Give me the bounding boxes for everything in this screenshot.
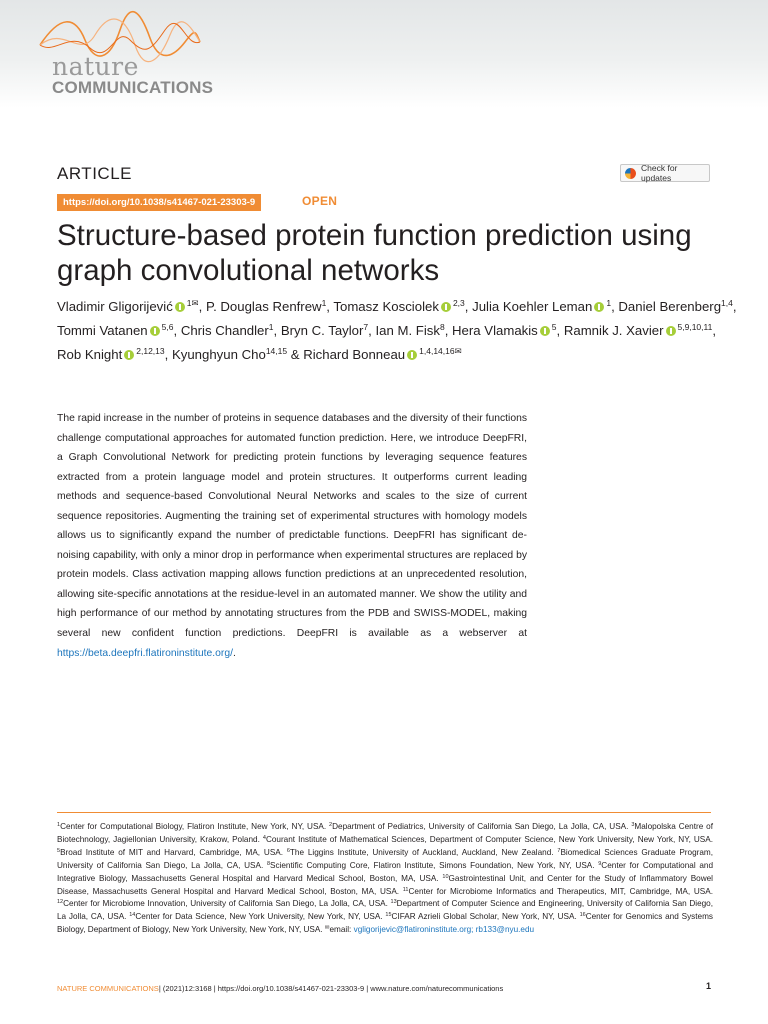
footer-journal-name: NATURE COMMUNICATIONS — [57, 983, 159, 993]
author-name[interactable]: Chris Chandler — [180, 323, 269, 338]
abstract-end: . — [232, 647, 236, 659]
author-name[interactable]: Ramnik J. Xavier — [563, 323, 664, 338]
journal-logo[interactable] — [0, 0, 768, 108]
author-affiliation-marker: 1 — [321, 298, 327, 308]
author-name[interactable]: Daniel Berenberg — [618, 299, 722, 314]
abstract — [57, 409, 527, 663]
author-entry — [181, 323, 274, 338]
author-affiliation-marker: 5,6 — [161, 322, 174, 332]
check-for-updates-button[interactable] — [620, 164, 710, 182]
author-entry — [452, 323, 556, 338]
affiliation-text: Center for Genomics and Systems Biology, Department of Biology, New York University, New York, NY, USA. — [57, 912, 713, 935]
author-name[interactable]: Hera Vlamakis — [452, 323, 538, 338]
affiliation-text: Scientific Computing Core, Flatiron Institute, Simons Foundation, New York, NY, USA. — [270, 860, 599, 870]
affiliation-text: Broad Institute of MIT and Harvard, Cambridge, MA, USA. — [60, 847, 287, 857]
author-entry — [375, 323, 444, 338]
author-entry — [333, 299, 464, 314]
orcid-icon[interactable] — [407, 350, 417, 360]
orcid-icon[interactable] — [175, 302, 185, 312]
author-affiliation-marker: 14,15 — [265, 346, 288, 356]
email-envelope-icon: ✉ — [324, 925, 330, 932]
author-affiliation-marker: 1,4 — [721, 298, 733, 308]
orcid-icon[interactable] — [666, 326, 676, 336]
author-name[interactable]: Richard Bonneau — [303, 347, 406, 362]
author-entry — [618, 299, 732, 314]
author-name[interactable]: Kyunghyun Cho — [171, 347, 266, 362]
affiliation-number: 13 — [390, 899, 397, 906]
affiliation-number: 14 — [129, 912, 136, 919]
affiliation-text: Center for Computational Biology, Flatiron Institute, New York, NY, USA. — [60, 822, 330, 831]
orcid-icon[interactable] — [124, 350, 134, 360]
orcid-icon[interactable] — [441, 302, 451, 312]
author-entry — [564, 323, 713, 338]
corresponding-email-links[interactable]: vgligorijevic@flatironinstitute.org; rb133@nyu.edu — [353, 925, 535, 935]
affiliation-number: 3 — [631, 822, 635, 828]
author-affiliation-marker: 5,9,10,11 — [677, 322, 713, 332]
affiliation-number: 12 — [57, 899, 64, 906]
affiliation-number: 16 — [579, 912, 586, 919]
author-name[interactable]: Vladimir Gligorijević — [57, 299, 173, 314]
author-affiliation-marker: 7 — [363, 322, 369, 332]
affiliations-divider — [57, 812, 711, 813]
webserver-link[interactable]: https://beta.deepfri.flatironinstitute.org/ — [57, 647, 233, 659]
check-for-updates-label: Check for updates — [641, 163, 678, 183]
affiliation-text: The Liggins Institute, University of Auckland, Auckland, New Zealand. — [289, 847, 558, 857]
affiliation-number: 7 — [557, 847, 561, 854]
author-affiliation-marker: 1 — [186, 298, 192, 308]
affiliation-number: 8 — [266, 860, 270, 867]
author-entry — [206, 299, 326, 314]
affiliation-number: 1 — [57, 822, 61, 828]
logo-communications-word: COMMUNICATIONS — [52, 78, 214, 97]
affiliation-number: 2 — [329, 822, 333, 828]
author-name[interactable]: Julia Koehler Leman — [472, 299, 593, 314]
author-affiliation-marker: 8 — [439, 322, 445, 332]
affiliation-text: Courant Institute of Mathematical Sciences, Department of Computer Science, New York University, New York, NY, USA. — [265, 834, 713, 844]
author-list: Vladimir Gligorijević $^{1✉}$, P. Douglas Renfrew$^1$, Tomasz Kosciolek $^{2,3}$, Julia Koehler Leman $^1$, Daniel Berenberg$^{1,4}$, Tommi Vatanen $^{5,6}$, Chris Chandler$^1$, Bryn C. Taylor$^7$, Ian M. Fisk$^8$, Hera Vlamakis $^5$, Ramnik J. Xavier $^{5,9,10,11}$, Rob Knight $^{2,12,13}$, Kyunghyun Cho$^{14,15}$ & Richard Bonneau $^{1,4,14,16✉}$ — [57, 298, 737, 362]
article-type-label: ARTICLE — [57, 164, 132, 183]
author-entry — [57, 299, 199, 314]
author-affiliation-marker: 2,12,13 — [136, 346, 165, 356]
author-name[interactable]: Tomasz Kosciolek — [333, 299, 439, 314]
author-name[interactable]: Bryn C. Taylor — [280, 323, 364, 338]
author-affiliation-marker: 2,3 — [452, 298, 465, 308]
affiliation-number: 5 — [57, 847, 61, 854]
author-entry — [57, 323, 173, 338]
author-entry — [57, 347, 165, 362]
affiliation-text: Malopolska Centre of Biotechnology, Jagiellonian University, Krakow, Poland. — [57, 822, 713, 844]
author-entry — [281, 323, 368, 338]
footer-citation: | (2021)12:3168 | https://doi.org/10.1038/s41467-021-23303-9 | www.nature.com/naturecommunications — [158, 983, 504, 993]
article-title: Structure-based protein function prediction using graph convolutional networks — [57, 219, 692, 287]
affiliation-number: 10 — [442, 873, 449, 880]
author-name[interactable]: Rob Knight — [57, 347, 123, 362]
email-envelope-icon[interactable]: ✉ — [454, 346, 462, 356]
author-affiliation-marker: 5 — [551, 322, 557, 332]
affiliation-number: 4 — [262, 834, 266, 841]
affiliations-block — [57, 821, 713, 937]
open-access-label: OPEN — [302, 194, 338, 208]
author-affiliation-marker: 1 — [268, 322, 274, 332]
orcid-icon[interactable] — [150, 326, 160, 336]
author-affiliation-marker: 1 — [606, 298, 612, 308]
affiliation-text: CIFAR Azrieli Global Scholar, New York, NY, USA. — [391, 912, 580, 922]
page-footer — [57, 981, 711, 995]
affiliation-number: 9 — [598, 860, 602, 867]
author-name[interactable]: P. Douglas Renfrew — [205, 299, 322, 314]
affiliation-text: Center for Microbiome Innovation, University of California San Diego, La Jolla, CA, USA. — [63, 899, 391, 909]
affiliation-number: 11 — [402, 886, 409, 893]
affiliation-text: Center for Data Science, New York University, New York, NY, USA. — [135, 912, 386, 922]
author-entry — [172, 347, 287, 362]
abstract-text: The rapid increase in the number of proteins in sequence databases and the diversity of their functions challenge computational approaches for automated function prediction. Here, we introduce DeepFRI, a Graph Convolutional Network for predicting protein functions by leveraging sequence features extracted from a protein language model and protein structures. It outperforms current leading methods and sequence-based Convolutional Neural Networks and scales to the size of current sequence repositories. Augmenting the training set of experimental structures with homology models allows us to significantly expand the number of predictable functions. DeepFRI has significant de-noising capability, with only a minor drop in performance when experimental structures are replaced by protein models. Class activation mapping allows function predictions at an unprecedented resolution, allowing site-specific annotations at the residue-level in an automated manner. We show the utility and high performance of our method by annotating structures from the PDB and SWISS-MODEL, making several new confident function predictions. DeepFRI is available as a webserver at — [57, 413, 527, 640]
doi-link-badge[interactable]: https://doi.org/10.1038/s41467-021-23303-9 — [57, 194, 261, 211]
author-affiliation-marker: 1,4,14,16 — [419, 346, 455, 356]
affiliation-text: Department of Pediatrics, University of California San Diego, La Jolla, CA, USA. — [332, 822, 632, 831]
page-number: 1 — [705, 981, 711, 991]
email-label: email: — [329, 925, 354, 935]
check-for-updates-icon — [625, 168, 636, 179]
orcid-icon[interactable] — [540, 326, 550, 336]
logo-nature-word: nature — [52, 52, 139, 81]
affiliation-text: Center for Microbiome Informatics and Therapeutics, MIT, Cambridge, MA, USA. — [408, 886, 713, 896]
affiliation-text: Biomedical Sciences Graduate Program, University of California San Diego, La Jolla, CA, USA. — [57, 847, 713, 870]
affiliation-text: Center for Computational and Integrative Biology, Massachusetts General Hospital and Harvard Medical School, Boston, MA, USA. — [57, 860, 714, 883]
affiliation-number: 6 — [286, 847, 290, 854]
affiliation-text: Gastrointestinal Unit, and Center for the Study of Inflammatory Bowel Disease, Massachusetts General Hospital and Harvard Medical School, Boston, MA, USA. — [57, 873, 714, 896]
author-name[interactable]: Ian M. Fisk — [375, 323, 440, 338]
affiliation-text: Department of Computer Science and Engineering, University of California San Diego, La Jolla, CA, USA. — [57, 899, 713, 922]
author-entry — [303, 347, 462, 362]
affiliation-number: 15 — [385, 912, 392, 919]
orcid-icon[interactable] — [594, 302, 604, 312]
author-entry — [472, 299, 611, 314]
email-envelope-icon[interactable]: ✉ — [191, 298, 199, 308]
author-name[interactable]: Tommi Vatanen — [57, 323, 148, 338]
